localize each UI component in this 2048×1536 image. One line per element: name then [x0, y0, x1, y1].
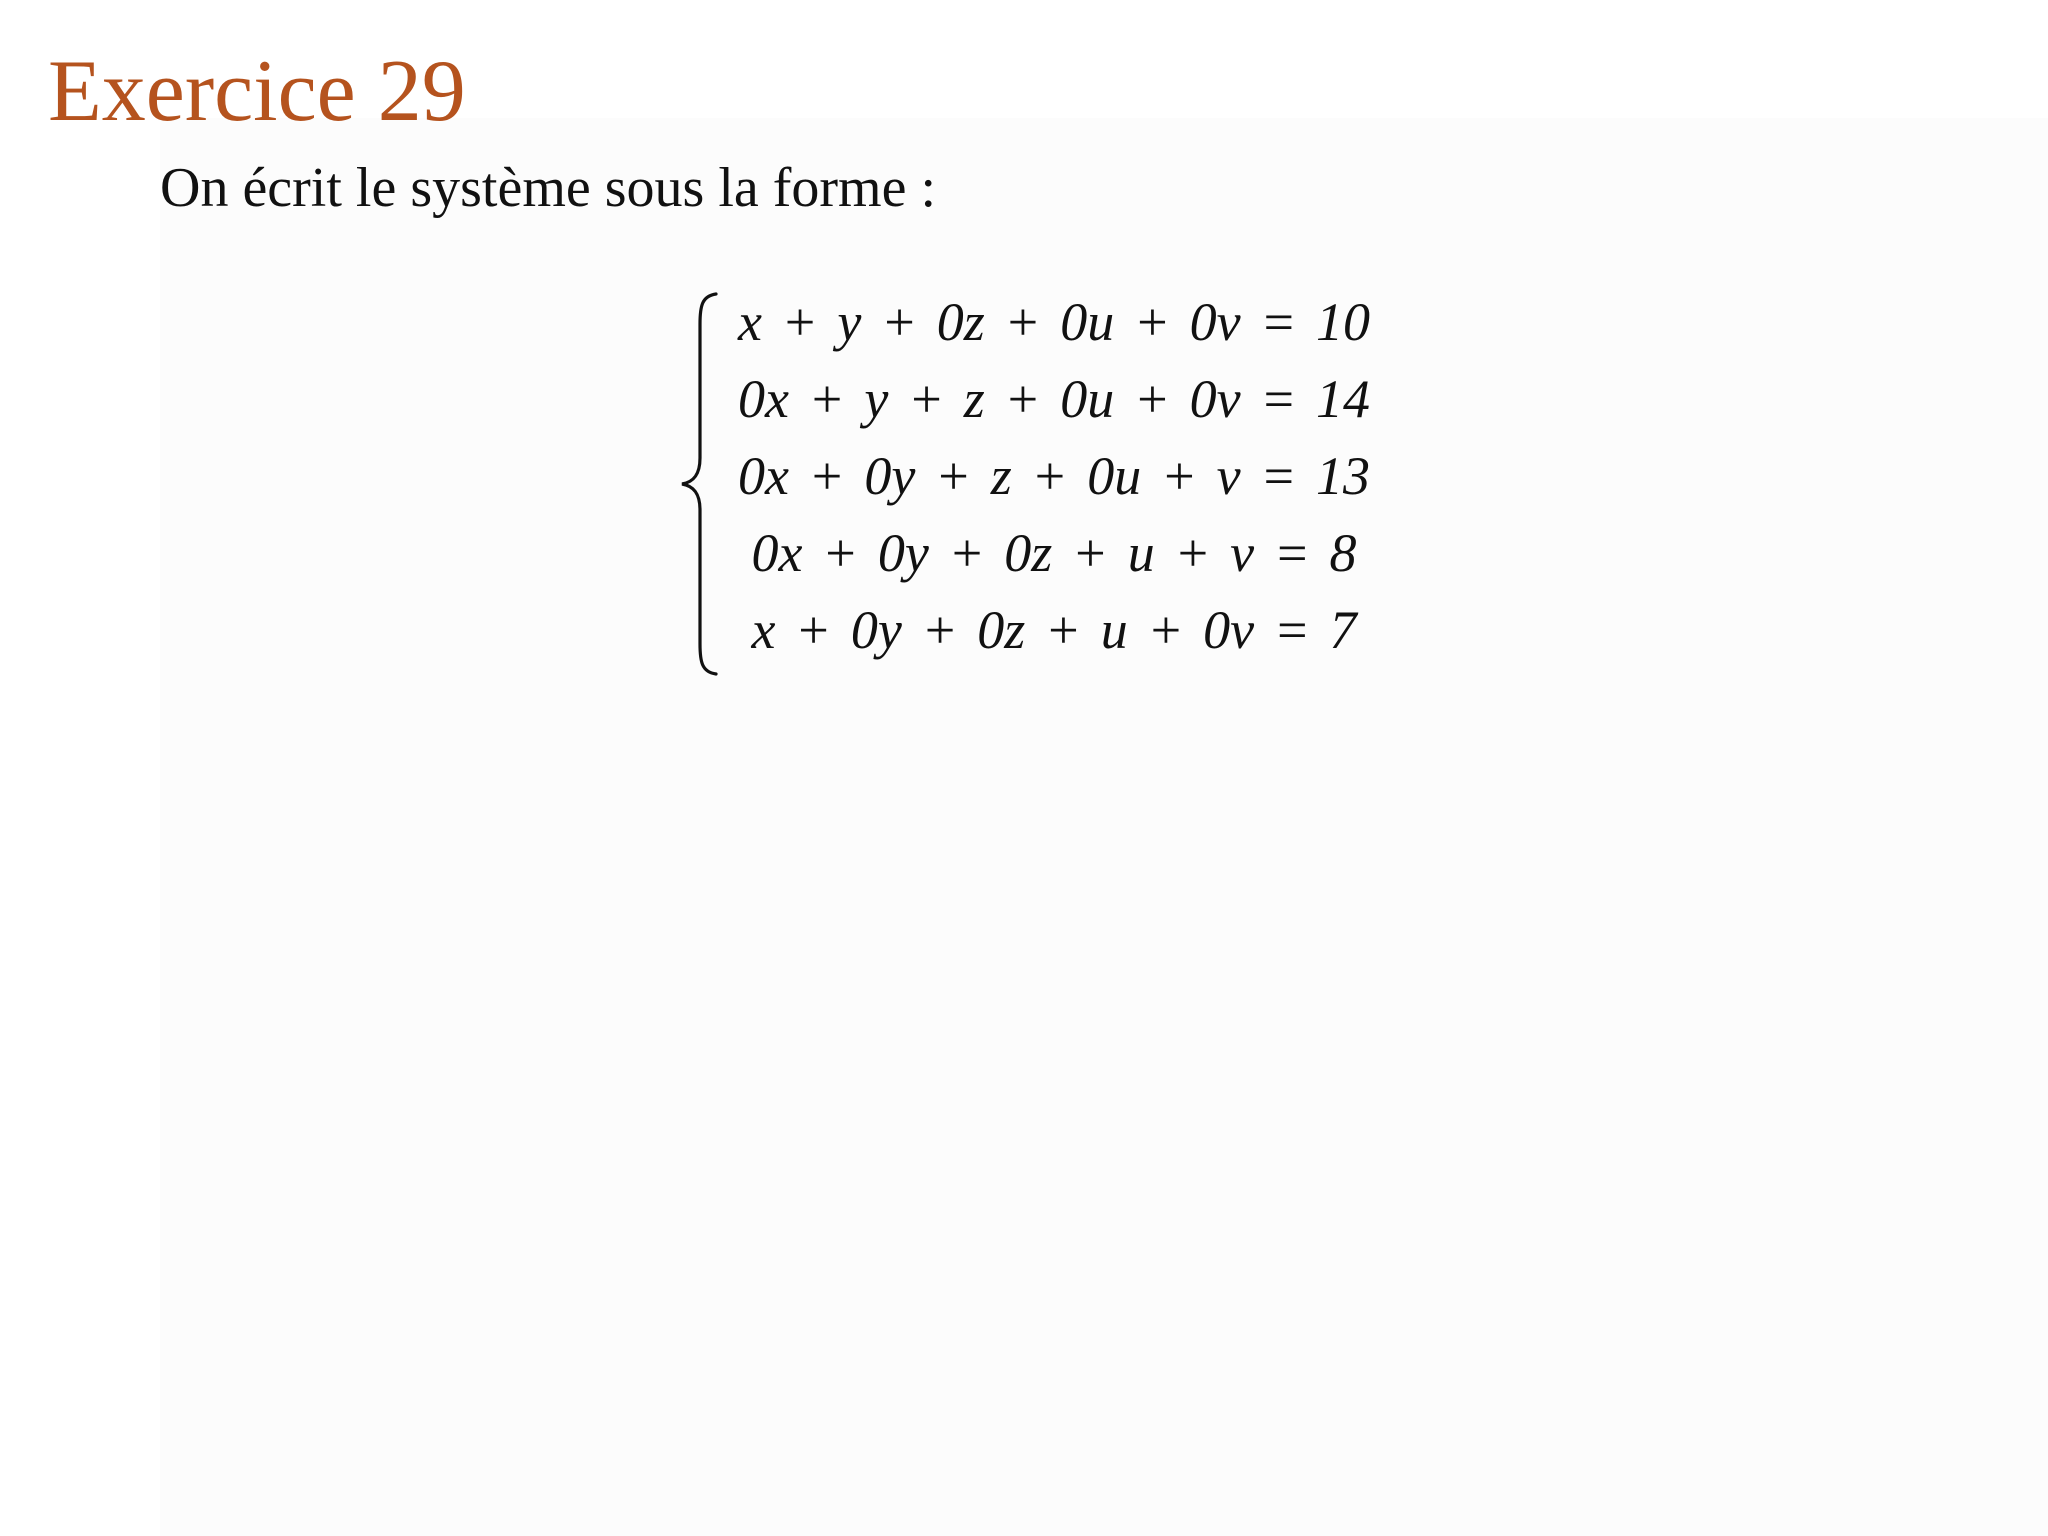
equation-row-4: 0x + 0y + 0z + u + v = 8 [751, 523, 1357, 583]
intro-text: On écrit le système sous la forme : [160, 157, 937, 219]
page-title: Exercice 29 [48, 43, 466, 140]
equation-row-1: x + y + 0z + 0u + 0v = 10 [737, 292, 1371, 352]
equation-row-3: 0x + 0y + z + 0u + v = 13 [737, 446, 1371, 506]
equation-system [676, 284, 1396, 684]
equation-row-5: x + 0y + 0z + u + 0v = 7 [751, 600, 1357, 660]
left-brace [676, 292, 724, 676]
equation-row-2: 0x + y + z + 0u + 0v = 14 [737, 369, 1371, 429]
equation-list [724, 284, 1384, 669]
